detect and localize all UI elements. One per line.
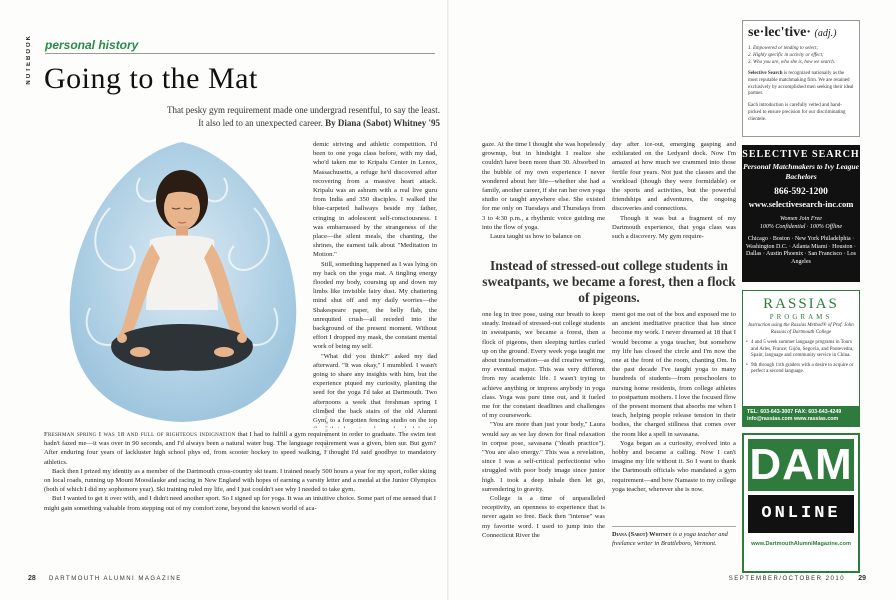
headword-text: se·lec'tive· [748, 25, 811, 40]
article-title: Going to the Mat [44, 62, 258, 95]
rassias-contact-bar [743, 406, 859, 426]
definition-1: 1. Empowered or tending to select; [748, 46, 819, 51]
paragraph [44, 430, 436, 467]
paragraph: Though it was but a fragment of my Dartmouth experience, that yoga class was such a discovery. My gym require- [612, 214, 736, 241]
bio-name: Diana (Sabot) Whitney [612, 531, 672, 538]
rassias-phone-fax[interactable]: TEL: 603-643-3007 FAX: 603-643-4249 [747, 409, 842, 415]
pull-quote: Instead of stressed-out college students in sweatpants, we became a forest, then a flock of pigeons. [482, 258, 736, 305]
rassias-logo: RASSIAS [763, 296, 839, 312]
ad-tagline: Personal Matchmakers to Ivy League Bachelors [743, 162, 859, 181]
ad-cities: Chicago · Boston · New York Philadelphia · Washington D.C. · Atlanta Miami · Houston · Dallas · Austin Phoenix · San Francisco · Los Angeles [745, 236, 856, 265]
rassias-programs-ad[interactable] [742, 290, 860, 427]
paragraph: ment got me out of the box and exposed me to an ancient meditative practice that has since become my work. I never dreamed at 18 that I would become a yoga teacher, but somehow my life has closed the circle and I'm now the one at the front of the room, chanting Om. In the past decade I've taught yoga to many hundreds of students—from preschoolers to nursing home residents, from college athletes to postpartum mothers. I love the focused flow of the present moment that absorbs me when I teach, helping people release tension in their bodies, the charged stillness that comes over the room like a spell in savasana. [612, 311, 736, 438]
ad-headword [748, 25, 854, 41]
paragraph: "What did you think?" asked my dad afterward. "It was okay," I mumbled. I wasn't going to share any insights with him, but the experience piqued my curiosity, planting the seed for the yoga I'd take at Dartmouth. Two afternoons a week that freshman spring I climbed the back stairs of the old Alumni Gym, to a forgotten fencing studio on the top [313, 352, 437, 425]
paragraph: Yoga began as a curiosity, evolved into a hobby and became a calling. Now I can't imagine my life without it. So I want to thank the Dartmouth officials who mandated a gym requirement—and bow Namaste to my college yoga teacher, wherever she is now. [612, 439, 736, 493]
paragraph: demic striving and athletic competition. I'd been to one yoga class before, with my dad, who'd taken me to Kripalu Center in Lenox, Massachusetts, a refuge he'd discovered after recovering from a massive heart attack. Kripalu was an ashram with a real live guru from India and 350 disciples. I walked the blue-carpeted hallways beside my father, cringing in adolescent self-consciousness. I was embarrassed by the strangeness of the place—the silent meals, the chanting, the shrines, the earnest talk about "Meditation in Motion." [313, 141, 437, 259]
bio-text: is a yoga teacher and freelance writer in Brattleboro, Vermont. [612, 531, 728, 547]
section-rule [45, 53, 435, 54]
article-column-2 [313, 140, 437, 428]
paragraph: gaze. At the time I thought she was hopelessly grownup, but in hindsight I realize she couldn't have been more than 30. Absorbed in the bubble of my own experience I never wondered about her life—whether she had a family, another career, if she ran her own yoga studio or taught anywhere else. She existed for me only on Tuesdays and Thursdays from 3 to 4:30 p.m., a rhythmic voice guiding me into the flow of yoga. [482, 141, 605, 231]
deck-line-2: It also led to an unexpected career. [198, 117, 323, 128]
author-bio [612, 530, 736, 548]
list-item: • 4 and 5 week summer language programs in Tours and Arles, France; Gijón, Segovia, and Pontevedra, Spain; language and community service in China. [751, 340, 854, 360]
footer-left [28, 575, 182, 582]
page-gutter [447, 0, 449, 600]
notebook-label: NOTEBOOK [26, 34, 32, 85]
meditation-figure-image [50, 138, 314, 426]
blurb-text: is recognized nationally as the most reputable matchmaking firm. We are retained exclusively by accomplished men seeking their ideal partner. [748, 71, 854, 97]
paragraph: day after ice-out, emerging gasping and exhilarated on the Ledyard dock. Now I'm amazed at how much we crammed into those fertile four years. Not just the classes and the workload (though they were formidable) or the sports and activities, but the powerful friendships and adventures, the ongoing discoveries and connections. [612, 141, 736, 213]
yoga-woman-illustration [50, 138, 314, 426]
deck-line-1: That pesky gym requirement made one undergrad resentful, to say the least. [167, 105, 440, 115]
paragraph: College is a time of unparalleled receptivity, an openness to experience that is never again so free. Back then "intense" was my favorite word. I used to jump into the Connecticut River the [482, 495, 605, 539]
rassias-site-link[interactable]: info@rassias.com www.rassias.com [747, 416, 839, 422]
bio-rule [612, 526, 736, 527]
list-item: • 9th through 11th graders with a desire to acquire or perfect a second language. [751, 363, 854, 376]
ad-confidential: 100% Confidential · 100% Offline [759, 224, 843, 230]
part-of-speech: (adj.) [814, 28, 837, 39]
article-deck [140, 104, 440, 129]
article-column-3 [482, 140, 605, 258]
article-column-5 [482, 310, 605, 567]
paragraph: one leg in tree pose, using our breath to keep steady. Instead of stressed-out college students in sweatpants, we became a forest, then a flock of pigeons, then sleeping turtles curled up on the ground. Every week yoga taught me about transformation—as did creative writing, my eventual major. This was very different from my academic life. I wasn't trying to achieve anything or impress anybody in yoga class. Yoga was pure time out, and it fueled me for the constant deadlines and challenges of my coursework. [482, 311, 605, 420]
issue-date: SEPTEMBER/OCTOBER 2010 [728, 576, 846, 582]
magazine-name: DARTMOUTH ALUMNI MAGAZINE [48, 576, 182, 582]
dam-online-banner: ONLINE [748, 495, 854, 533]
ad-join: Women Join Free [780, 216, 822, 222]
paragraph: Back then I prized my identity as a member of the Dartmouth cross-country ski team. I trained nearly 500 hours a year for my sport, roller skiing on local roads, running up Mount Moosilauke and racing in New England with hopes of earning a varsity letter and a medal at the Junior Olympics (both of which I did my sophomore year). Ski training ruled my life, and I just couldn't see why I needed to take gym. [44, 467, 436, 494]
page-number-left: 28 [28, 575, 36, 582]
dam-online-ad[interactable] [742, 433, 860, 573]
dam-website-link[interactable]: www.DartmouthAlumniMagazine.com [751, 541, 851, 547]
definition-2: 2. Highly specific in activity or effect; [748, 53, 824, 58]
paragraph: Laura taught us how to balance on [490, 233, 581, 241]
illustration-credit: LEON ZERNITSKY [324, 405, 329, 454]
rassias-bullets [743, 336, 859, 376]
ad-brand: SELECTIVE SEARCH [742, 149, 860, 160]
article-column-1 [44, 430, 436, 565]
paragraph: "You are more than just your body," Laura would say as we lay down for final relaxation in corpse pose, savasana ("death practice"). "You are also energy." This was a revelation, since I was a self-critical perfectionist who struggled with poor body image since junior high. I took a deep inhale then let go, surrendering to gravity. [482, 421, 605, 493]
ad-phone[interactable]: 866-592-1200 [774, 187, 828, 197]
dam-logo: DAM [749, 440, 853, 489]
article-column-6 [612, 310, 736, 524]
article-column-4 [612, 140, 736, 258]
paragraph: Still, something happened as I was lying on my back on the yoga mat. A tingling energy flooded my body, coursing up and down my limbs like invisible fairy dust. My chattering mind shut off and my daily worries—the Shakespeare paper, the belly flab, the unrequited crush—all receded into the background of the present moment. Without effort I dropped my mask, the constant mental work of being my self. [313, 260, 437, 351]
selective-definition-ad[interactable] [742, 20, 860, 137]
definition-3: 3. Who you are, who she is, how we search. [748, 60, 835, 65]
rassias-logo-sub: PROGRAMS [769, 313, 833, 321]
byline: By Diana (Sabot) Whitney '95 [325, 117, 440, 128]
footer-right [729, 575, 866, 582]
ad-website-link[interactable]: www.selectivesearch-inc.com [748, 199, 854, 209]
lead-in: Freshman spring I was 18 and full of righteous indignation [44, 431, 236, 438]
page-number-right: 29 [858, 575, 866, 582]
ad-blurb-2: Each introduction is carefully vetted and hand-picked to ensure precision for our discriminating clientele. [748, 103, 846, 122]
rassias-instruction: Instruction using the Rassias Method® of Prof. John Rassias of Dartmouth College [748, 323, 854, 335]
selective-search-ad[interactable] [742, 145, 860, 282]
section-heading: personal history [45, 38, 139, 52]
ad-blurb-1 [748, 71, 854, 98]
ad-brand-inline: Selective Search [748, 71, 783, 76]
ad-definitions [748, 45, 854, 66]
paragraph: But I wanted to get it over with, and I didn't need another sport. So I signed up for yoga. It was an intuitive choice. Some part of me sensed that I might gain something valuable from stepping out of my comfort zone, beyond the known world of aca- [44, 495, 436, 512]
paragraph-text: that I had to fulfill a gym requirement in order to graduate. The swim test hadn't fazed me—it was over in 90 seconds, and I'd always been a natural water bug. The language requirement was a given, bien sur. But gym? After enduring four years of lackluster high school phys ed, from scooter hockey to speed walking, I thought I'd said goodbye to mandatory athletics. [44, 431, 436, 466]
